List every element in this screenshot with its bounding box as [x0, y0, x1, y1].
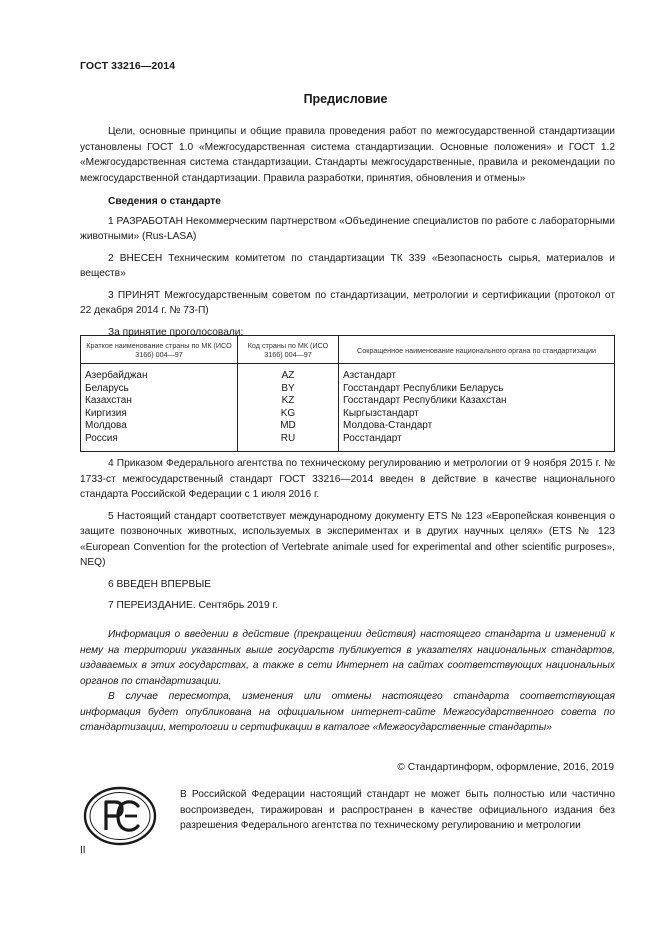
item-introduced: 2 ВНЕСЕН Техническим комитетом по стандартизации ТК 339 «Безопасность сырья, материалов и веществ» — [80, 252, 615, 279]
intro-block — [80, 124, 615, 190]
table-cell-body: Госстандарт Республики Беларусь — [339, 383, 615, 396]
table-cell-code: AZ — [238, 364, 339, 383]
table-cell-country: Киргизия — [81, 408, 238, 421]
table-cell-country: Беларусь — [81, 383, 238, 396]
table-cell-code: RU — [238, 433, 339, 452]
table-cell-body: Молдова-Стандарт — [339, 420, 615, 433]
copyright-line: © Стандартинформ, оформление, 2016, 2019 — [397, 762, 614, 773]
table-row — [81, 433, 615, 452]
table-row — [81, 364, 615, 383]
rst-logo-icon — [82, 784, 158, 848]
item-developed: 1 РАЗРАБОТАН Некоммерческим партнерством «Объединение специалистов по работе с лабораторными животными» (Rus-LASA) — [80, 215, 615, 242]
table-cell-code: MD — [238, 420, 339, 433]
item-adopted: 3 ПРИНЯТ Межгосударственным советом по стандартизации, метрологии и сертификации (протокол от 22 декабря 2014 г. № 73-П) — [80, 289, 615, 316]
item-first-introduced: 6 ВВЕДЕН ВПЕРВЫЕ — [108, 578, 212, 590]
document-code: ГОСТ 33216—2014 — [80, 60, 176, 72]
standard-info-block — [80, 194, 615, 344]
intro-paragraph: Цели, основные принципы и общие правила проведения работ по межгосударственной стандартизации установлены ГОСТ 1.0 «Межгосударственная система стандартизации. Основные положения» и ГОСТ 1.2 «Межгосударственная система стандартизации. Стандарты межгосударственные, правила и рекомендации по межгосударственной стандартизации. Правила разработки, принятия, обновления и отмены» — [80, 126, 615, 184]
info-paragraph-1: Информация о введении в действие (прекращении действия) настоящего стандарта и изменений к нему на территории указанных выше государств публикуется в указателях национальных стандартов, издаваемых в этих государствах, а также в сети Интернет на сайтах соответствующих национальных органов по стандартизации. — [80, 629, 615, 687]
table-cell-body: Росстандарт — [339, 433, 615, 452]
table-cell-body: Госстандарт Республики Казахстан — [339, 395, 615, 408]
reproduction-notice: В Российской Федерации настоящий стандарт не может быть полностью или частично воспроизведен, тиражирован и распространен в качестве официального издания без разрешения Федерального агентства по техническому регулированию и метрологии — [180, 789, 615, 831]
table-header-code: Код страны по МК (ИСО 3166) 004—97 — [238, 336, 339, 364]
table-cell-code: KZ — [238, 395, 339, 408]
info-block — [80, 627, 615, 736]
info-paragraph-2: В случае пересмотра, изменения или отмены настоящего стандарта соответствующая информация будет опубликована на официальном интернет-сайте Межгосударственного совета по стандартизации, метрологии и сертификации в каталоге «Межгосударственные стандарты» — [80, 691, 615, 733]
table-cell-country: Россия — [81, 433, 238, 452]
item-enacted: 4 Приказом Федерального агентства по техническому регулированию и метрологии от 9 ноября 2015 г. № 1733-ст межгосударственный стандарт ГОСТ 33216—2014 введен в действие в качестве национального стандарта Российской Федерации с 1 июля 2016 г. — [80, 458, 615, 500]
table-row — [81, 383, 615, 396]
table-row — [81, 408, 615, 421]
voted-label: За принятие проголосовали: — [108, 326, 244, 338]
table-row — [81, 395, 615, 408]
page-number: II — [80, 845, 86, 856]
table-header-body: Сокращенное наименование национального органа по стандартизации — [339, 336, 615, 364]
table-cell-country: Молдова — [81, 420, 238, 433]
item-reissue: 7 ПЕРЕИЗДАНИЕ. Сентябрь 2019 г. — [108, 600, 278, 611]
voting-table — [80, 335, 615, 452]
table-cell-body: Азстандарт — [339, 364, 615, 383]
table-header-row — [81, 336, 615, 364]
section-heading: Сведения о стандарте — [108, 196, 221, 207]
table-cell-country: Казахстан — [81, 395, 238, 408]
enactment-block — [80, 456, 615, 618]
table-cell-code: KG — [238, 408, 339, 421]
table-cell-country: Азербайджан — [81, 364, 238, 383]
table-row — [81, 420, 615, 433]
table-cell-code: BY — [238, 383, 339, 396]
item-conformity: 5 Настоящий стандарт соответствует международному документу ETS № 123 «Европейская конвенция о защите позвоночных животных, используемых в экспериментах и в других научных целях» (ETS № 123 «European Convention for the protection of Vertebrate animale used for experimental and other scientific purposes», NEQ) — [80, 510, 615, 568]
page-title: Предисловие — [303, 92, 388, 106]
table-cell-body: Кыргызстандарт — [339, 408, 615, 421]
table-header-country: Краткое наименование страны по МК (ИСО 3166) 004—97 — [81, 336, 238, 364]
